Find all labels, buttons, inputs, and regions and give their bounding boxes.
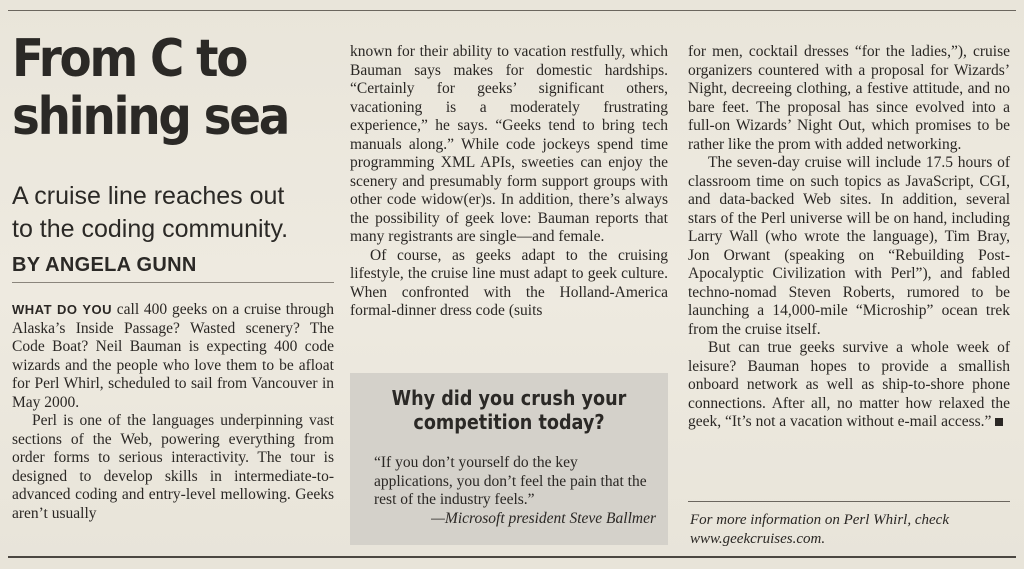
column-2-body — [350, 43, 668, 321]
deck — [12, 180, 332, 246]
column-3-paragraph-3-text: But can true geeks survive a whole week of leisure? Bauman hopes to provide a smallish onboard network as well as ship-to-shore phone connections. After all, no matter how relaxed the geek, “It’s not a vacation without e-mail access.” — [688, 339, 1010, 430]
pull-quote-title-line-2: competition today? — [413, 410, 605, 434]
byline-rule — [12, 282, 334, 283]
more-info — [690, 511, 1010, 549]
deck-line-2: to the coding community. — [12, 215, 289, 243]
column-3-paragraph-1: for men, cocktail dresses “for the ladies,”), cruise organizers countered with a proposal for Wizards’ Night, decreeing clothing, a festive attitude, and no bare feet. The proposal has since evolved into a full-on Wizards’ Night Out, which promises to be rather like the prom with added networking. — [688, 43, 1010, 153]
more-info-url: www.geekcruises.com. — [690, 531, 826, 547]
column-1-body — [12, 301, 334, 523]
column-3-paragraph-3 — [688, 339, 1010, 432]
lead-in: WHAT DO YOU — [12, 302, 112, 317]
headline-line-1: From C to — [12, 29, 247, 89]
column-2-paragraph-2: Of course, as geeks adapt to the cruising lifestyle, the cruise line must adapt to geek culture. When confronted with the Holland-America formal-dinner dress code (suits — [350, 246, 668, 319]
headline — [12, 30, 300, 146]
deck-line-1: A cruise line reaches out — [12, 182, 285, 210]
column-2-paragraph-1: known for their ability to vacation restfully, which Bauman says makes for domestic hardships. “Certainly for geeks’ significant others, vacationing is a moderately frustrating experience,” he says. “Geeks tend to bring tech manuals along.” While code jockeys spend time programming XML APIs, sweeties can enjoy the scenery and presumably form support groups with other code widow(er)s. In addition, there’s always the possibility of geek love: Bauman reports that many registrants are single—and female. — [350, 43, 668, 245]
pull-quote-text: “If you don’t yourself do the key applications, you don’t feel the pain that the rest of the industry feels.” — [374, 454, 647, 508]
column-1-paragraph-1 — [12, 301, 334, 412]
byline: BY ANGELA GUNN — [12, 254, 197, 276]
pull-quote-title-line-1: Why did you crush your — [391, 386, 627, 410]
end-mark-icon — [995, 418, 1003, 426]
column-1-paragraph-2: Perl is one of the languages underpinning vast sections of the Web, powering everything from order forms to serious interactivity. The tour is designed to develop skills in intermediate-to-advanced coding and entry-level mellowing. Geeks aren’t usually — [12, 412, 334, 522]
column-3-body — [688, 43, 1010, 432]
more-info-line-1: For more information on Perl Whirl, check — [690, 512, 949, 528]
pull-quote-title — [369, 386, 649, 434]
column-1-paragraph-1-text: call 400 geeks on a cruise through Alaska’s Inside Passage? Wasted scenery? The Code Boat? Neil Bauman is expecting 400 code wizards and the people who love them to be afloat for Perl Whirl, scheduled to sail from Vancouver in May 2000. — [12, 301, 334, 411]
pull-quote-box — [350, 373, 668, 545]
headline-line-2: shining sea — [12, 87, 289, 147]
bottom-rule — [8, 556, 1016, 558]
pull-quote-attribution: —Microsoft president Steve Ballmer — [431, 510, 656, 527]
top-rule — [8, 10, 1016, 11]
info-rule — [688, 501, 1010, 502]
column-3-paragraph-2: The seven-day cruise will include 17.5 hours of classroom time on such topics as JavaScript, CGI, and data-backed Web sites. In addition, several stars of the Perl universe will be on hand, including Larry Wall (who wrote the language), Tim Bray, Jon Orwant (speaking on “Rebuilding Post-Apocalyptic Civilization with Perl”), and fabled techno-nomad Steven Roberts, rumored to be launching a 14,000-mile “Microship” ocean trek from the cruise itself. — [688, 154, 1010, 338]
